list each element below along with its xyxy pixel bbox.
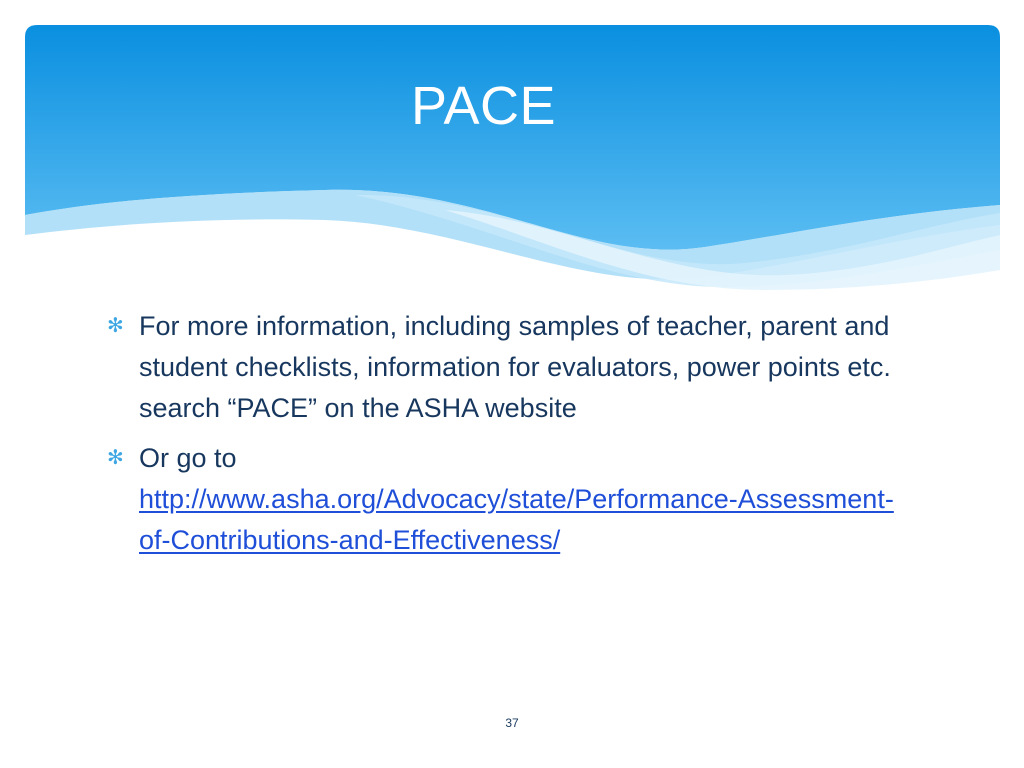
header-wave-band bbox=[25, 25, 1000, 290]
bullet-text: For more information, including samples of teacher, parent and student checklists, information for evaluators, power points etc. search “PACE” on the ASHA website bbox=[139, 311, 891, 423]
bullet-list bbox=[105, 306, 905, 570]
bullet-item-info bbox=[105, 306, 905, 429]
bullet-text: Or go to bbox=[139, 443, 237, 473]
asterisk-icon: ✻ bbox=[107, 447, 124, 469]
asterisk-icon: ✻ bbox=[107, 315, 124, 337]
bullet-item-link bbox=[105, 438, 905, 561]
slide-title: PACE bbox=[411, 76, 557, 136]
page-number: 37 bbox=[505, 716, 519, 730]
asha-pace-link[interactable]: http://www.asha.org/Advocacy/state/Performance-Assessment-of-Contributions-and-Effectiveness/ bbox=[139, 484, 894, 555]
